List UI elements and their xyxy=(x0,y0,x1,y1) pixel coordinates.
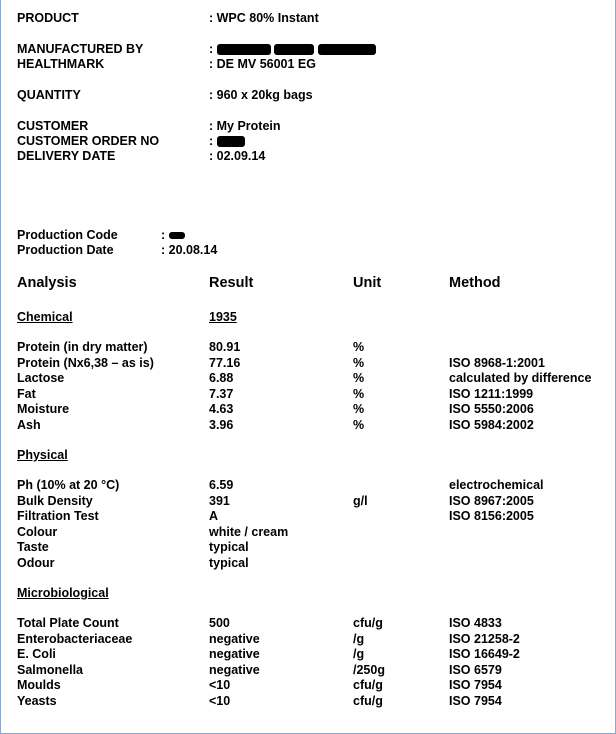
physical-row-analysis-cell: Filtration Test xyxy=(17,509,99,523)
redacted-manufacturer-1 xyxy=(217,44,271,55)
microbiological-row-method-cell: ISO 4833 xyxy=(449,616,502,630)
redacted-manufacturer-3 xyxy=(318,44,376,55)
microbiological-row-method-cell: ISO 16649-2 xyxy=(449,647,520,661)
chemical-row-unit-cell: % xyxy=(353,417,365,432)
microbiological-row-analysis-cell: E. Coli xyxy=(17,647,56,661)
microbiological-row-unit-cell: cfu/g xyxy=(353,678,383,692)
physical-row-result-cell: typical xyxy=(209,555,249,570)
quantity-value: : 960 x 20kg bags xyxy=(209,88,313,102)
microbiological-row-result-cell: negative xyxy=(209,631,260,646)
physical-row-analysis-cell: Ph (10% at 20 °C) xyxy=(17,478,120,492)
physical-row-unit-cell: g/l xyxy=(353,493,368,508)
chemical-row-method-cell: ISO 5550:2006 xyxy=(449,402,534,416)
chemical-row-analysis-cell: Lactose xyxy=(17,371,65,385)
chemical-row-method-cell: ISO 1211:1999 xyxy=(449,386,534,401)
order-label: CUSTOMER ORDER NO xyxy=(17,134,160,148)
product-value: : WPC 80% Instant xyxy=(209,11,319,25)
chemical-row-method-cell: calculated by difference xyxy=(449,371,592,385)
microbiological-row-result-cell: <10 xyxy=(209,693,231,708)
column-method: Method xyxy=(449,275,501,291)
delivery-value: : 02.09.14 xyxy=(209,149,266,163)
chemical-row-result-cell: 6.88 xyxy=(209,371,234,385)
physical-row-analysis-cell: Taste xyxy=(17,540,49,554)
microbiological-row-result-cell: 500 xyxy=(209,616,230,630)
order-prefix: : xyxy=(209,134,214,148)
physical-row-result-cell: 391 xyxy=(209,493,230,508)
redacted-manufacturer-2 xyxy=(274,44,314,55)
physical-row-analysis-cell: Bulk Density xyxy=(17,493,93,508)
microbiological-row-result-cell: negative xyxy=(209,647,260,661)
chemical-row-result-cell: 7.37 xyxy=(209,386,234,401)
microbiological-row-unit-cell: /g xyxy=(353,647,365,661)
chemical-row-result-cell: 3.96 xyxy=(209,417,234,432)
microbiological-row-method-cell: ISO 21258-2 xyxy=(449,631,520,646)
microbiological-row-method-cell: ISO 6579 xyxy=(449,662,502,677)
production-date-label: Production Date xyxy=(17,243,114,257)
chemical-row-method-cell: ISO 5984:2002 xyxy=(449,417,534,432)
chemical-row-analysis-cell: Moisture xyxy=(17,402,70,416)
physical-row-method-cell: ISO 8967:2005 xyxy=(449,493,534,508)
chemical-row-analysis-cell: Protein (in dry matter) xyxy=(17,340,148,354)
physical-section-title: Physical xyxy=(17,448,68,462)
microbiological-row-unit-cell: cfu/g xyxy=(353,616,383,630)
chemical-row-result-cell: 80.91 xyxy=(209,340,241,354)
physical-row-method-cell: electrochemical xyxy=(449,478,544,492)
healthmark-value: : DE MV 56001 EG xyxy=(209,57,316,71)
order-value xyxy=(209,134,245,149)
customer-label: CUSTOMER xyxy=(17,119,89,133)
chemical-section-title: Chemical xyxy=(17,310,73,324)
microbiological-row-analysis-cell: Moulds xyxy=(17,678,61,692)
microbiological-row-analysis-cell: Salmonella xyxy=(17,662,83,677)
physical-row-result-cell: 6.59 xyxy=(209,478,234,492)
microbiological-row-method-cell: ISO 7954 xyxy=(449,693,502,708)
physical-row-result-cell: A xyxy=(209,509,219,523)
physical-row-analysis-cell: Colour xyxy=(17,524,58,539)
microbiological-row-method-cell: ISO 7954 xyxy=(449,678,502,692)
microbiological-row-analysis-cell: Total Plate Count xyxy=(17,616,119,630)
chemical-row-unit-cell: % xyxy=(353,386,365,401)
microbiological-row-unit-cell: /g xyxy=(353,631,365,646)
manufactured-prefix: : xyxy=(209,42,214,56)
physical-row-result-cell: white / cream xyxy=(209,524,289,539)
microbiological-row-analysis-cell: Yeasts xyxy=(17,693,57,708)
physical-row-analysis-cell: Odour xyxy=(17,555,55,570)
manufactured-value xyxy=(209,42,376,57)
physical-row-method-cell: ISO 8156:2005 xyxy=(449,509,534,523)
chemical-row-analysis-cell: Fat xyxy=(17,386,36,401)
customer-value: : My Protein xyxy=(209,119,281,133)
chemical-batch-number: 1935 xyxy=(209,310,237,324)
production-code-label: Production Code xyxy=(17,228,118,242)
redacted-production-code xyxy=(169,232,185,239)
microbiological-row-result-cell: <10 xyxy=(209,678,231,692)
production-code-prefix: : xyxy=(161,228,166,242)
chemical-row-analysis-cell: Protein (Nx6,38 – as is) xyxy=(17,355,154,370)
chemical-row-result-cell: 77.16 xyxy=(209,355,241,370)
column-result: Result xyxy=(209,275,254,291)
microbiological-row-analysis-cell: Enterobacteriaceae xyxy=(17,631,133,646)
quantity-label: QUANTITY xyxy=(17,88,81,102)
chemical-row-unit-cell: % xyxy=(353,371,365,385)
column-unit: Unit xyxy=(353,275,382,291)
chemical-row-result-cell: 4.63 xyxy=(209,402,234,416)
chemical-row-method-cell: ISO 8968-1:2001 xyxy=(449,355,545,370)
product-label: PRODUCT xyxy=(17,11,79,25)
chemical-row-analysis-cell: Ash xyxy=(17,417,41,432)
chemical-row-unit-cell: % xyxy=(353,402,365,416)
healthmark-label: HEALTHMARK xyxy=(17,57,105,71)
physical-row-result-cell: typical xyxy=(209,540,249,554)
redacted-order-number xyxy=(217,136,245,147)
chemical-row-unit-cell: % xyxy=(353,340,365,354)
manufactured-label: MANUFACTURED BY xyxy=(17,42,144,56)
production-date-value: : 20.08.14 xyxy=(161,243,218,257)
microbiological-row-unit-cell: cfu/g xyxy=(353,693,383,708)
production-code-value xyxy=(161,228,185,243)
microbiological-row-result-cell: negative xyxy=(209,662,260,677)
microbiological-section-title: Microbiological xyxy=(17,586,109,600)
delivery-label: DELIVERY DATE xyxy=(17,149,116,163)
column-analysis: Analysis xyxy=(17,275,77,291)
microbiological-row-unit-cell: /250g xyxy=(353,662,385,677)
chemical-row-unit-cell: % xyxy=(353,355,365,370)
